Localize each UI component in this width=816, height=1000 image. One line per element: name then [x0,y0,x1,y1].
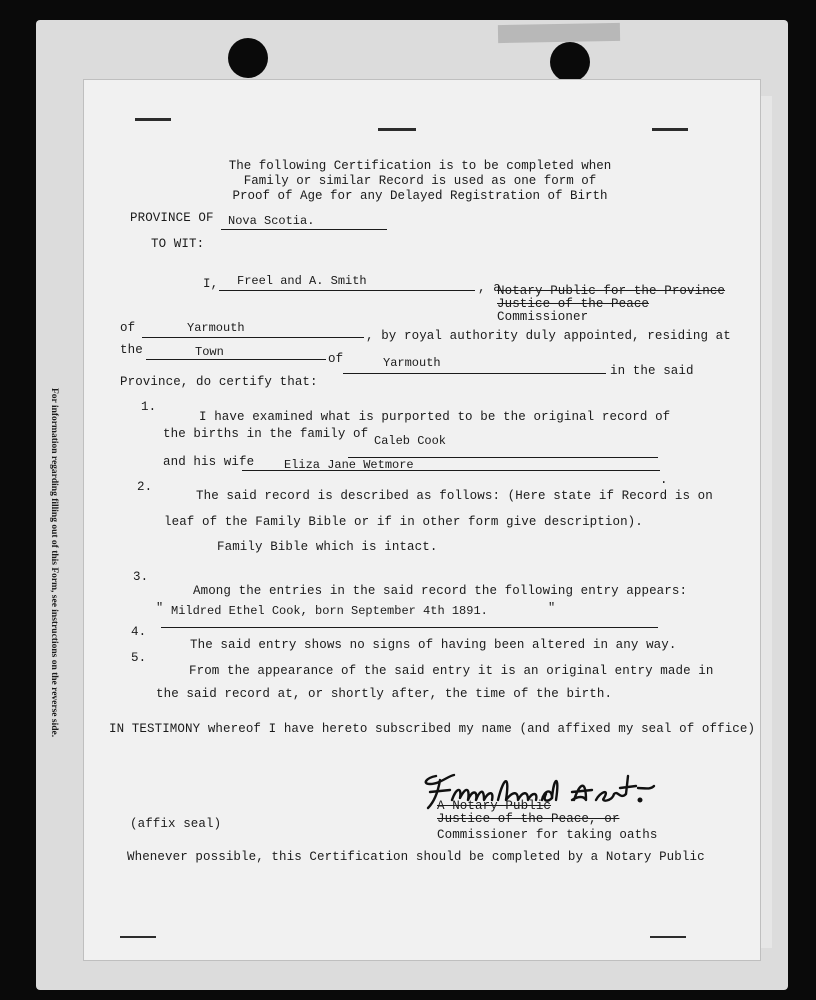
place-value: Yarmouth [383,356,441,370]
certifier-comma-a: , a [478,281,501,295]
title-notary-province: Notary Public for the Province [497,284,726,298]
underlying-sheet-edge [758,96,772,948]
testimony-text: IN TESTIMONY whereof I have hereto subscribed my name (and affixed my seal of office) [109,722,756,736]
item-5-number: 5. [131,651,147,665]
father-name: Caleb Cook [374,434,447,448]
county-line [142,337,364,338]
tape-strip [498,23,620,43]
bottom-mark [650,936,686,938]
item-5-line-2: the said record at, or shortly after, the time of the birth. [156,687,613,701]
county-value: Yarmouth [187,321,245,335]
item-5-line-1: From the appearance of the said entry it is an original entry made in [189,664,714,678]
title-commissioner: Commissioner [497,310,589,324]
mother-name: Eliza Jane Wetmore [284,458,414,472]
side-instructions-note: For information regarding filling out of this Form, see instructions on the reverse side. [49,388,59,738]
staple-mark [378,128,416,131]
item-3-line-1: Among the entries in the said record the following entry appears: [193,584,688,598]
birth-entry: Mildred Ethel Cook, born September 4th 1891. [171,604,488,618]
certify-text: Province, do certify that: [120,375,318,389]
punch-hole-right [550,42,590,82]
province-line [221,229,387,230]
in-said-text: in the said [610,364,694,378]
item-2-line-1: The said record is described as follows: (Here state if Record is on [196,489,713,503]
item-4-text: The said entry shows no signs of having been altered in any way. [190,638,677,652]
certifier-prefix: I, [203,277,219,291]
entry-line [161,627,658,628]
bottom-mark [120,936,156,938]
province-label: PROVINCE OF [130,211,214,225]
item-1-number: 1. [141,400,157,414]
of-label: of [120,321,136,335]
staple-mark [652,128,688,131]
place-type-line [146,359,326,360]
signer-title-notary: A Notary Public [437,799,552,813]
heading-line-1: The following Certification is to be completed when [228,159,612,173]
item-1-end: . [660,473,668,487]
heading-line-3: Proof of Age for any Delayed Registration of Birth [232,189,608,203]
footer-note: Whenever possible, this Certification should be completed by a Notary Public [127,850,705,864]
heading-line-2: Family or similar Record is used as one form of [243,174,597,188]
item-1-line-2: the births in the family of [163,427,369,441]
of-label-2: of [328,352,344,366]
punch-hole-left [228,38,268,78]
quote-open: " [156,601,164,615]
title-justice-peace: Justice of the Peace [497,297,650,311]
signer-title-commissioner: Commissioner for taking oaths [437,828,658,842]
quote-close: " [548,601,556,615]
certifier-name: Freel and A. Smith [237,274,367,288]
staple-mark [135,118,171,121]
certifier-name-line [219,290,475,291]
item-1-line-3: and his wife [163,455,255,469]
item-4-number: 4. [131,625,147,639]
item-2-line-2: leaf of the Family Bible or if in other form give description). [164,515,643,529]
item-3-number: 3. [133,570,149,584]
item-1-line-1: I have examined what is purported to be the original record of [199,410,671,424]
the-label: the [120,343,143,357]
record-description: Family Bible which is intact. [217,540,438,554]
signer-title-justice: Justice of the Peace, or [437,812,620,826]
place-line [343,373,606,374]
item-2-number: 2. [137,480,153,494]
province-value: Nova Scotia. [228,214,315,228]
appointed-text: , by royal authority duly appointed, residing at [366,329,731,343]
affix-seal-label: (affix seal) [130,817,222,831]
to-wit-label: TO WIT: [151,237,205,251]
place-type: Town [195,345,224,359]
